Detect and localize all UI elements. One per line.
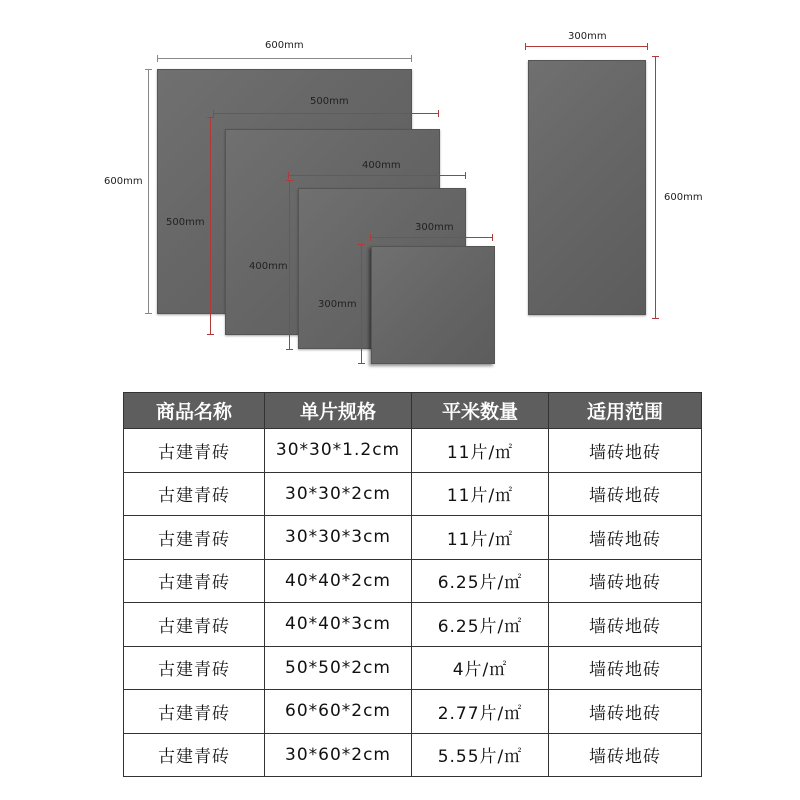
cell-applicable-scope: 墙砖地砖: [549, 603, 702, 647]
height-line-500: [210, 117, 211, 335]
cell-product-name: 古建青砖: [124, 516, 265, 560]
cell-unit-spec: 30*30*2cm: [265, 472, 412, 516]
table-header-row: [124, 393, 702, 429]
header-unit-spec: 单片规格: [265, 393, 412, 429]
cell-product-name: 古建青砖: [124, 603, 265, 647]
tile-300x300: [371, 246, 495, 364]
width-line-600: [157, 58, 412, 59]
cell-product-name: 古建青砖: [124, 429, 265, 473]
table-row: [124, 516, 702, 560]
width-label-300x600: 300mm: [568, 31, 607, 42]
width-label-400: 400mm: [362, 160, 401, 171]
header-applicable-scope: 适用范围: [549, 393, 702, 429]
cell-per-sqm-qty: 4片/㎡: [412, 646, 549, 690]
height-label-500: 500mm: [166, 217, 205, 228]
table-row: [124, 733, 702, 777]
cell-unit-spec: 50*50*2cm: [265, 646, 412, 690]
height-label-600: 600mm: [104, 176, 143, 187]
cell-per-sqm-qty: 11片/㎡: [412, 429, 549, 473]
header-product-name: 商品名称: [124, 393, 265, 429]
header-per-sqm-qty: 平米数量: [412, 393, 549, 429]
cell-per-sqm-qty: 5.55片/㎡: [412, 733, 549, 777]
cell-unit-spec: 60*60*2cm: [265, 690, 412, 734]
cell-per-sqm-qty: 11片/㎡: [412, 516, 549, 560]
height-label-300: 300mm: [318, 299, 357, 310]
table-row: [124, 690, 702, 734]
height-line-300x600: [655, 56, 656, 319]
width-line-500: [213, 113, 439, 114]
cell-applicable-scope: 墙砖地砖: [549, 646, 702, 690]
cell-applicable-scope: 墙砖地砖: [549, 733, 702, 777]
cell-per-sqm-qty: 6.25片/㎡: [412, 559, 549, 603]
cell-applicable-scope: 墙砖地砖: [549, 429, 702, 473]
table-row: [124, 559, 702, 603]
cell-applicable-scope: 墙砖地砖: [549, 472, 702, 516]
cell-unit-spec: 40*40*2cm: [265, 559, 412, 603]
table-row: [124, 429, 702, 473]
height-label-400: 400mm: [249, 261, 288, 272]
height-line-300: [361, 244, 362, 364]
cell-applicable-scope: 墙砖地砖: [549, 690, 702, 734]
cell-unit-spec: 30*30*1.2cm: [265, 429, 412, 473]
cell-product-name: 古建青砖: [124, 472, 265, 516]
cell-unit-spec: 30*30*3cm: [265, 516, 412, 560]
cell-unit-spec: 40*40*3cm: [265, 603, 412, 647]
cell-applicable-scope: 墙砖地砖: [549, 559, 702, 603]
cell-per-sqm-qty: 11片/㎡: [412, 472, 549, 516]
width-line-400: [288, 175, 466, 176]
cell-applicable-scope: 墙砖地砖: [549, 516, 702, 560]
cell-unit-spec: 30*60*2cm: [265, 733, 412, 777]
width-label-500: 500mm: [310, 96, 349, 107]
width-line-300x600: [525, 46, 648, 47]
height-line-600: [148, 69, 149, 314]
spec-table: [123, 392, 702, 777]
cell-per-sqm-qty: 6.25片/㎡: [412, 603, 549, 647]
width-line-300: [370, 237, 493, 238]
cell-per-sqm-qty: 2.77片/㎡: [412, 690, 549, 734]
tile-300x600: [528, 60, 646, 315]
cell-product-name: 古建青砖: [124, 559, 265, 603]
height-label-300x600: 600mm: [664, 192, 703, 203]
height-line-400: [289, 180, 290, 350]
table-row: [124, 472, 702, 516]
cell-product-name: 古建青砖: [124, 733, 265, 777]
width-label-300: 300mm: [415, 222, 454, 233]
width-label-600: 600mm: [265, 40, 304, 51]
table-row: [124, 646, 702, 690]
cell-product-name: 古建青砖: [124, 646, 265, 690]
cell-product-name: 古建青砖: [124, 690, 265, 734]
table-row: [124, 603, 702, 647]
